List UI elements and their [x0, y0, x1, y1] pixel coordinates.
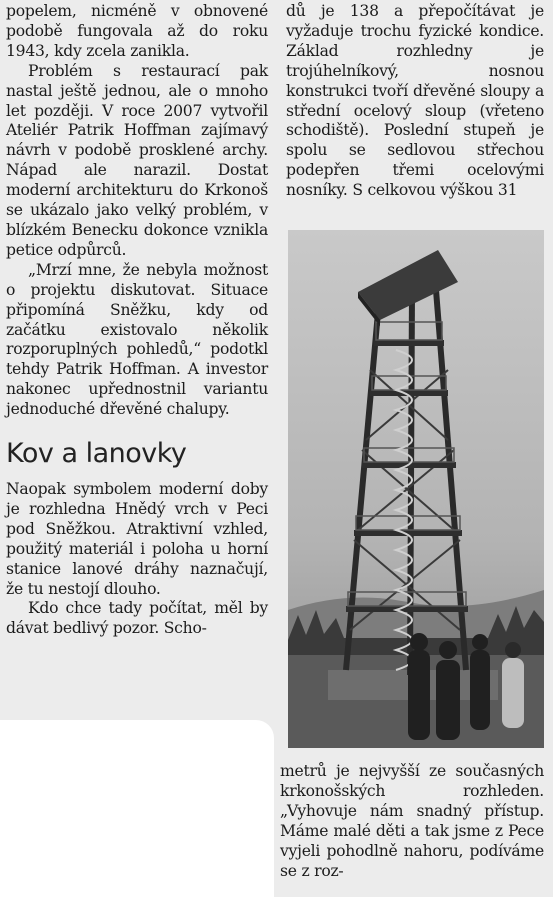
blank-area: [0, 720, 274, 897]
section-heading: Kov a lanovky: [6, 438, 187, 470]
paragraph-2: Problém s restaurací pak nastal ještě jednou, ale o mnoho let později. V roce 2007 vytvořil Ateliér Patrik Hoffman zajímavý návrh v podobě prosklené archy. Nápad ale narazil. Dostat moderní architekturu do Krkonoš se ukázalo jako velký problém, v blízkém Benecku dokonce vznikla petice odpůrců.: [6, 61, 268, 259]
paragraph-3: „Mrzí mne, že nebyla možnost o projektu diskutovat. Situace připomíná Sněžku, kdy od začátku existovalo několik rozporuplných pohledů,“ podotkl tehdy Patrik Hoffman. A investor nakonec upřednostnil variantu jednoduché dřevěné chalupy.: [6, 260, 268, 419]
paragraph-4: Naopak symbolem moderní doby je rozhledna Hnědý vrch v Peci pod Sněžkou. Atraktivní vzhled, použitý materiál i poloha u horní stanice lanové dráhy naznačují, že tu nestojí dlouho.: [6, 480, 268, 598]
paragraph-5: Kdo chce tady počítat, měl by dávat bedlivý pozor. Scho-: [6, 599, 268, 638]
left-column: [6, 2, 268, 639]
paragraph-right-bottom: metrů je nejvyšší ze současných krkonošských rozhleden. „Vyhovuje nám snadný přístup. Máme malé děti a tak jsme z Pece vyjeli pohodlně nahoru, podíváme se z roz-: [280, 762, 544, 880]
lookout-tower-photo: [288, 230, 544, 748]
right-column: [286, 2, 544, 201]
paragraph-right-top: dů je 138 a přepočítávat je vyžaduje trochu fyzické kondice. Základ rozhledny je trojúhelníkový, nosnou konstrukci tvoří dřevěné sloupy a střední ocelový sloup (vřeteno schodiště). Poslední stupeň je spolu se sedlovou střechou podepřen třemi ocelovými nosníky. S celkovou výškou 31: [286, 2, 544, 200]
right-column-bottom: [280, 762, 544, 881]
paragraph-1: popelem, nicméně v obnovené podobě fungovala až do roku 1943, kdy zcela zanikla.: [6, 2, 268, 60]
